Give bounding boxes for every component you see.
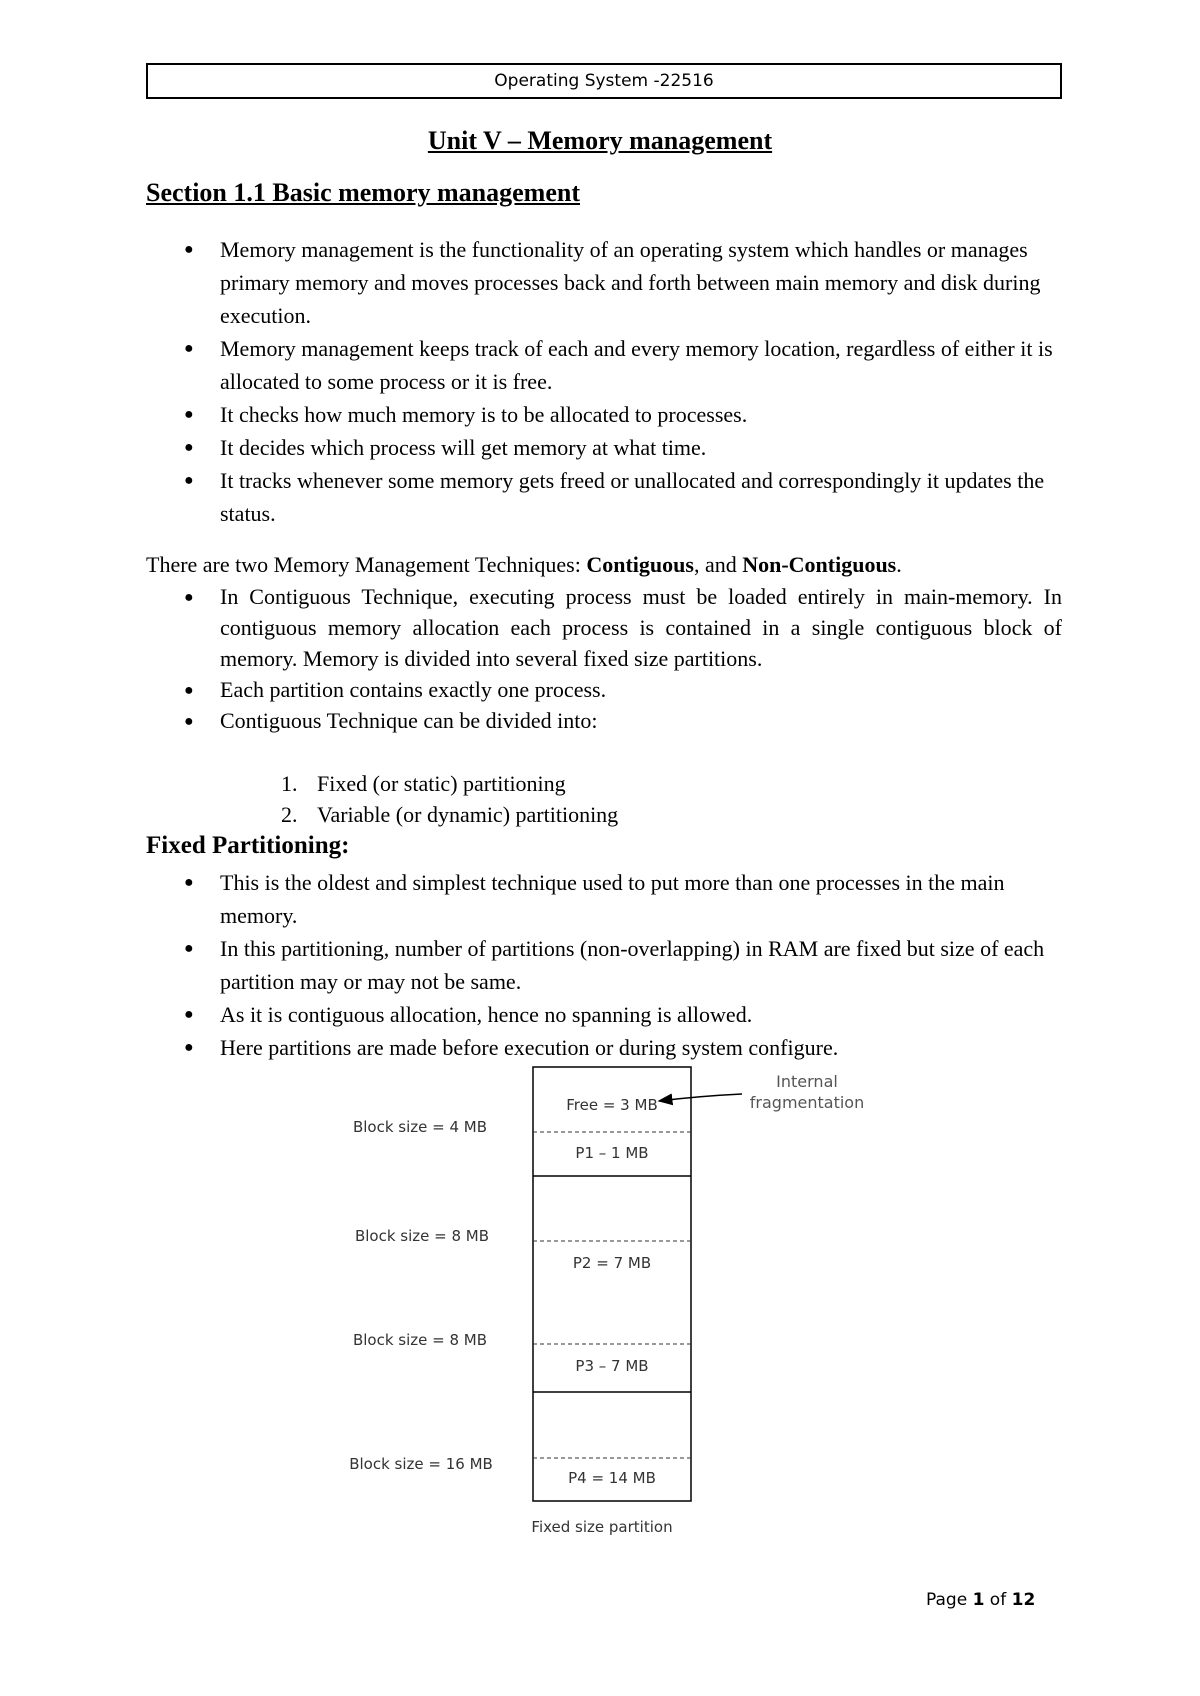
footer-prefix: Page	[926, 1590, 973, 1610]
list-item	[146, 799, 618, 830]
fixed-partitioning-title: Fixed Partitioning:	[146, 832, 350, 859]
bullet-icon: ●	[184, 241, 194, 258]
list-item-text: Contiguous Technique can be divided into:	[220, 708, 598, 733]
list-item-text: Fixed (or static) partitioning	[317, 771, 566, 796]
block-size-label: Block size = 8 MB	[354, 1227, 490, 1245]
contiguous-points-list	[146, 581, 1062, 736]
bullet-icon: ●	[184, 713, 194, 730]
intro-non-contiguous: Non-Contiguous	[742, 552, 897, 577]
list-item	[146, 998, 1062, 1031]
block-size-label: Block size = 16 MB	[349, 1455, 493, 1473]
unit-title: Unit V – Memory management	[427, 126, 773, 155]
bullet-icon: ●	[184, 874, 194, 891]
list-item-text: As it is contiguous allocation, hence no spanning is allowed.	[220, 1002, 753, 1027]
page-header	[146, 63, 1062, 99]
list-item-text: It tracks whenever some memory gets freed or unallocated and correspondingly it updates the status.	[220, 468, 1045, 526]
intro-middle: , and	[693, 552, 743, 577]
block-size-label: Block size = 8 MB	[352, 1331, 488, 1349]
bullet-icon: ●	[184, 1006, 194, 1023]
list-item	[146, 233, 1062, 332]
bullet-icon: ●	[184, 406, 194, 423]
footer-total-pages: 12	[1011, 1590, 1036, 1610]
list-item	[146, 866, 1062, 932]
list-item	[146, 398, 1062, 431]
section-title: Section 1.1 Basic memory management	[146, 178, 580, 207]
list-item	[146, 705, 1062, 736]
memory-column	[533, 1067, 691, 1501]
list-item	[146, 932, 1062, 998]
bullet-icon: ●	[184, 682, 194, 699]
annotation-line1: Internal	[776, 1072, 838, 1091]
bullet-icon: ●	[184, 472, 194, 489]
bullet-icon: ●	[184, 439, 194, 456]
fixed-points-list	[146, 866, 1062, 1064]
partition-types-list	[146, 768, 618, 830]
list-item-text: In this partitioning, number of partitions (non-overlapping) in RAM are fixed but size of each partition may or may not be same.	[220, 936, 1045, 994]
list-item	[146, 674, 1062, 705]
process-label: P2 = 7 MB	[572, 1254, 652, 1272]
techniques-intro	[146, 548, 902, 581]
bullet-icon: ●	[184, 940, 194, 957]
list-item-text: It checks how much memory is to be allocated to processes.	[220, 402, 748, 427]
annotation-line2: fragmentation	[749, 1093, 865, 1112]
process-label: P4 = 14 MB	[568, 1469, 656, 1487]
basic-points-list	[146, 233, 1062, 530]
list-item	[146, 581, 1062, 674]
list-item	[146, 464, 1062, 530]
bullet-icon: ●	[184, 1039, 194, 1056]
process-label: P3 – 7 MB	[575, 1357, 649, 1375]
list-item-text: Variable (or dynamic) partitioning	[317, 802, 619, 827]
list-item	[146, 768, 618, 799]
intro-suffix: .	[896, 552, 902, 577]
list-item-text: In Contiguous Technique, executing process must be loaded entirely in main-memory. In contiguous memory allocation each process is contained in a single contiguous block of memory. Memory is divided into several fixed size partitions.	[220, 584, 1062, 671]
list-item-text: Memory management keeps track of each and every memory location, regardless of either it is allocated to some process or it is free.	[220, 336, 1053, 394]
page-footer	[926, 1590, 1035, 1610]
list-item-text: Here partitions are made before execution or during system configure.	[220, 1035, 839, 1060]
header-course: Operating System -22516	[494, 71, 714, 91]
list-item-text: This is the oldest and simplest technique used to put more than one processes in the main memory.	[220, 870, 1005, 928]
intro-contiguous: Contiguous	[586, 552, 694, 577]
list-item	[146, 431, 1062, 464]
bullet-icon: ●	[184, 340, 194, 357]
figure-caption: Fixed size partition	[531, 1518, 673, 1536]
list-item	[146, 332, 1062, 398]
list-item-text: Memory management is the functionality of an operating system which handles or manages primary memory and moves processes back and forth between main memory and disk during execution.	[220, 237, 1041, 328]
footer-middle: of	[984, 1590, 1012, 1610]
intro-prefix: There are two Memory Management Techniques:	[146, 552, 587, 577]
bullet-icon: ●	[184, 589, 194, 606]
list-number: 1.	[281, 771, 298, 796]
annotation-arrow	[659, 1094, 742, 1101]
list-item-text: It decides which process will get memory at what time.	[220, 435, 707, 460]
block-size-label: Block size = 4 MB	[352, 1118, 488, 1136]
list-item-text: Each partition contains exactly one process.	[220, 677, 607, 702]
footer-current-page: 1	[972, 1590, 985, 1610]
list-item	[146, 1031, 1062, 1064]
process-label: P1 – 1 MB	[575, 1144, 649, 1162]
free-label: Free = 3 MB	[566, 1096, 658, 1114]
list-number: 2.	[281, 802, 298, 827]
